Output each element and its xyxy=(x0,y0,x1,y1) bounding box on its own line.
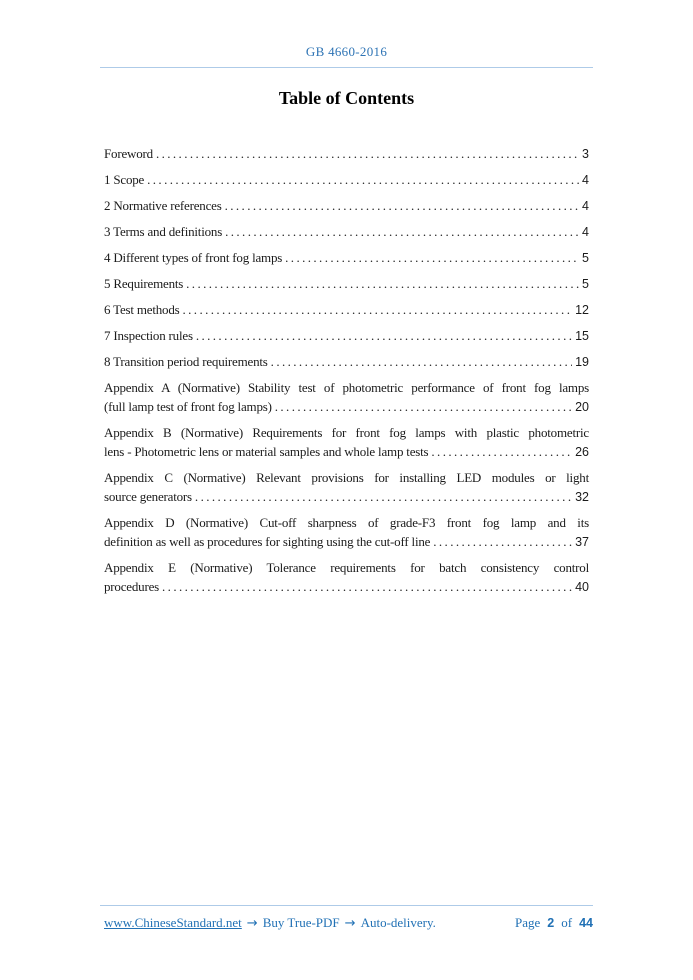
footer-site-link[interactable]: www.ChineseStandard.net xyxy=(104,915,242,930)
toc-entry-label: definition as well as procedures for sighting using the cut-off line xyxy=(104,534,431,549)
dot-leader xyxy=(225,196,579,215)
toc-entry-label: lens - Photometric lens or material samples and whole lamp tests xyxy=(104,444,429,459)
toc-entry xyxy=(104,558,589,597)
toc-entry-page-number: 32 xyxy=(575,490,589,504)
toc-entry xyxy=(104,378,589,417)
toc-entry-label: 3 Terms and definitions xyxy=(104,224,223,239)
toc-entry-last-line xyxy=(104,300,589,320)
dot-leader xyxy=(183,300,573,319)
page-word: Page xyxy=(515,915,541,930)
toc-entry-last-line xyxy=(104,487,589,507)
toc-entry-page-number: 19 xyxy=(575,355,589,369)
page-footer xyxy=(100,905,593,931)
toc-entry-page-number: 12 xyxy=(575,303,589,317)
toc-entry-label: 1 Scope xyxy=(104,172,145,187)
footer-action-buy: Buy True-PDF xyxy=(262,915,340,930)
toc-entry-last-line xyxy=(104,532,589,552)
toc-entry-last-line xyxy=(104,170,589,190)
toc-entry-last-line xyxy=(104,442,589,462)
toc-entry xyxy=(104,222,589,242)
toc-entry-last-line xyxy=(104,222,589,242)
toc-entry-page-number: 4 xyxy=(582,173,589,187)
dot-leader xyxy=(196,326,572,345)
toc-entry-label: 5 Requirements xyxy=(104,276,184,291)
toc-entry-page-number: 3 xyxy=(582,147,589,161)
total-pages-number: 44 xyxy=(579,916,593,930)
toc-entry-label: 8 Transition period requirements xyxy=(104,354,268,369)
toc-entry-page-number: 5 xyxy=(582,251,589,265)
toc-entry-label: 2 Normative references xyxy=(104,198,222,213)
toc-entry-last-line xyxy=(104,577,589,597)
toc-entry-label: 7 Inspection rules xyxy=(104,328,193,343)
dot-leader xyxy=(147,170,579,189)
toc-entry xyxy=(104,468,589,507)
toc-entry xyxy=(104,326,589,346)
toc-entry-label: 4 Different types of front fog lamps xyxy=(104,250,283,265)
toc-entry xyxy=(104,196,589,216)
toc-entry-last-line xyxy=(104,352,589,372)
toc-entry-label: procedures xyxy=(104,579,160,594)
toc-entry-first-line: Appendix C (Normative) Relevant provisions for installing LED modules or light xyxy=(104,470,589,485)
toc-list xyxy=(104,144,589,603)
toc-entry xyxy=(104,248,589,268)
toc-entry-page-number: 40 xyxy=(575,580,589,594)
toc-entry-page-number: 37 xyxy=(575,535,589,549)
toc-entry xyxy=(104,144,589,164)
toc-entry-page-number: 15 xyxy=(575,329,589,343)
toc-entry-page-number: 20 xyxy=(575,400,589,414)
toc-entry xyxy=(104,274,589,294)
toc-entry-last-line xyxy=(104,144,589,164)
dot-leader xyxy=(186,274,579,293)
toc-entry xyxy=(104,352,589,372)
toc-entry-last-line xyxy=(104,326,589,346)
footer-promo xyxy=(100,915,436,931)
standard-code-header: GB 4660-2016 xyxy=(305,44,388,59)
arrow-icon: → xyxy=(246,916,258,931)
toc-entry xyxy=(104,170,589,190)
toc-entry-label: source generators xyxy=(104,489,192,504)
toc-entry-last-line xyxy=(104,274,589,294)
toc-entry-first-line: Appendix E (Normative) Tolerance requirements for batch consistency control xyxy=(104,560,589,575)
arrow-icon: → xyxy=(344,916,356,931)
toc-entry-page-number: 26 xyxy=(575,445,589,459)
of-word: of xyxy=(561,915,573,930)
toc-entry-first-line: Appendix D (Normative) Cut-off sharpness of grade-F3 front fog lamp and its xyxy=(104,515,589,530)
dot-leader xyxy=(156,144,579,163)
dot-leader xyxy=(275,397,572,416)
dot-leader xyxy=(285,248,579,267)
toc-entry xyxy=(104,423,589,462)
toc-entry-label: Foreword xyxy=(104,146,153,161)
toc-entry-label: 6 Test methods xyxy=(104,302,180,317)
toc-entry-page-number: 4 xyxy=(582,199,589,213)
toc-entry-last-line xyxy=(104,397,589,417)
toc-entry-last-line xyxy=(104,196,589,216)
footer-page-indicator xyxy=(515,915,593,931)
page-title: Table of Contents xyxy=(278,88,415,108)
toc-entry-label: (full lamp test of front fog lamps) xyxy=(104,399,272,414)
dot-leader xyxy=(225,222,579,241)
toc-entry-first-line: Appendix B (Normative) Requirements for front fog lamps with plastic photometric xyxy=(104,425,589,440)
current-page-number: 2 xyxy=(547,916,555,930)
toc-entry-last-line xyxy=(104,248,589,268)
dot-leader xyxy=(195,487,572,506)
footer-action-delivery: Auto-delivery. xyxy=(360,915,436,930)
dot-leader xyxy=(162,577,572,596)
toc-entry xyxy=(104,513,589,552)
dot-leader xyxy=(271,352,572,371)
dot-leader xyxy=(431,442,572,461)
toc-entry-page-number: 5 xyxy=(582,277,589,291)
dot-leader xyxy=(433,532,572,551)
header-rule xyxy=(100,67,593,68)
toc-entry-page-number: 4 xyxy=(582,225,589,239)
toc-entry-first-line: Appendix A (Normative) Stability test of photometric performance of front fog lamps xyxy=(104,380,589,395)
toc-entry xyxy=(104,300,589,320)
